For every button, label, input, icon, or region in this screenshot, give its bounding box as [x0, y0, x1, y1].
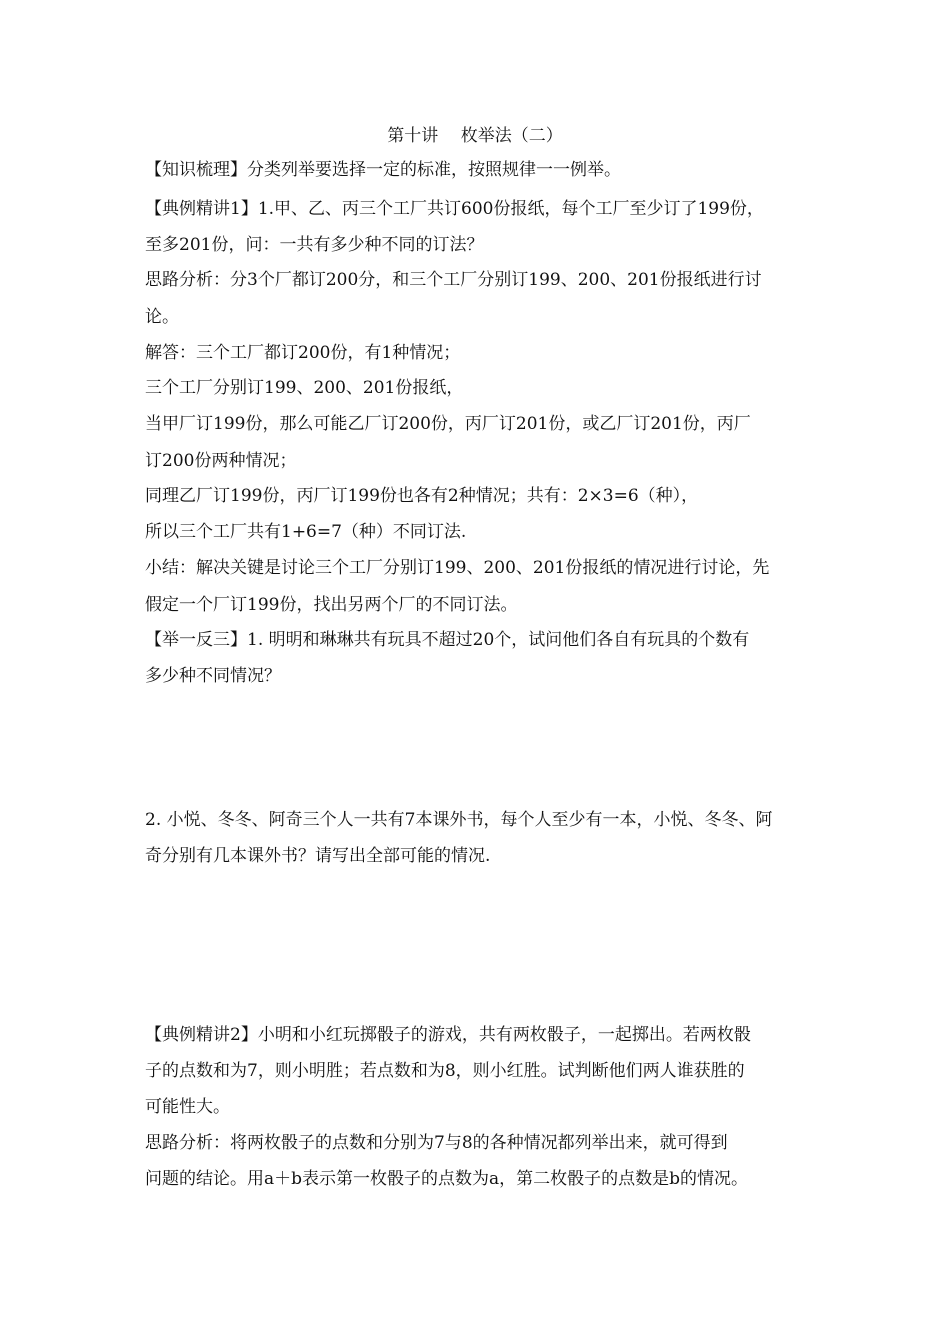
- analysis2-line: 思路分析：将两枚骰子的点数和分别为7与8的各种情况都列举出来，就可得到: [145, 1133, 728, 1153]
- practice1-line: 【举一反三】1. 明明和琳琳共有玩具不超过20个，试问他们各自有玩具的个数有: [145, 630, 750, 650]
- knowledge-summary: 【知识梳理】分类列举要选择一定的标准，按照规律一一例举。: [145, 160, 621, 180]
- solution-line: 订200份两种情况；: [145, 451, 297, 471]
- solution-line: 所以三个工厂共有1+6=7（种）不同订法.: [145, 522, 467, 542]
- analysis-line: 思路分析：分3个厂都订200分，和三个工厂分别订199、200、201份报纸进行讨: [145, 270, 762, 290]
- practice2-line: 2. 小悦、冬冬、阿奇三个人一共有7本课外书，每个人至少有一本，小悦、冬冬、阿: [145, 810, 773, 830]
- solution-line: 同理乙厂订199份，丙厂订199份也各有2种情况；共有：2×3=6（种），: [145, 486, 699, 506]
- example2-line: 子的点数和为7，则小明胜；若点数和为8，则小红胜。试判断他们两人谁获胜的: [145, 1061, 745, 1081]
- solution-line: 当甲厂订199份，那么可能乙厂订200份，丙厂订201份，或乙厂订201份，丙厂: [145, 414, 751, 434]
- solution-line: 解答：三个工厂都订200份，有1种情况；: [145, 343, 461, 363]
- practice2-line: 奇分别有几本课外书？请写出全部可能的情况.: [145, 846, 491, 866]
- example1-line: 至多201份，问：一共有多少种不同的订法？: [145, 235, 484, 255]
- summary-line: 小结：解决关键是讨论三个工厂分别订199、200、201份报纸的情况进行讨论，先: [145, 558, 770, 578]
- summary-line: 假定一个厂订199份，找出另两个厂的不同订法。: [145, 595, 518, 615]
- example2-line: 可能性大。: [145, 1097, 230, 1117]
- solution-line: 三个工厂分别订199、200、201份报纸，: [145, 378, 464, 398]
- practice1-line: 多少种不同情况？: [145, 666, 281, 686]
- analysis-line: 论。: [145, 307, 179, 327]
- analysis2-line: 问题的结论。用a＋b表示第一枚骰子的点数为a，第二枚骰子的点数是b的情况。: [145, 1169, 749, 1189]
- example1-line: 【典例精讲1】1.甲、乙、丙三个工厂共订600份报纸，每个工厂至少订了199份，: [145, 199, 764, 219]
- example2-line: 【典例精讲2】小明和小红玩掷骰子的游戏，共有两枚骰子，一起掷出。若两枚骰: [145, 1025, 751, 1045]
- page-title: 第十讲 枚举法（二）: [387, 126, 563, 146]
